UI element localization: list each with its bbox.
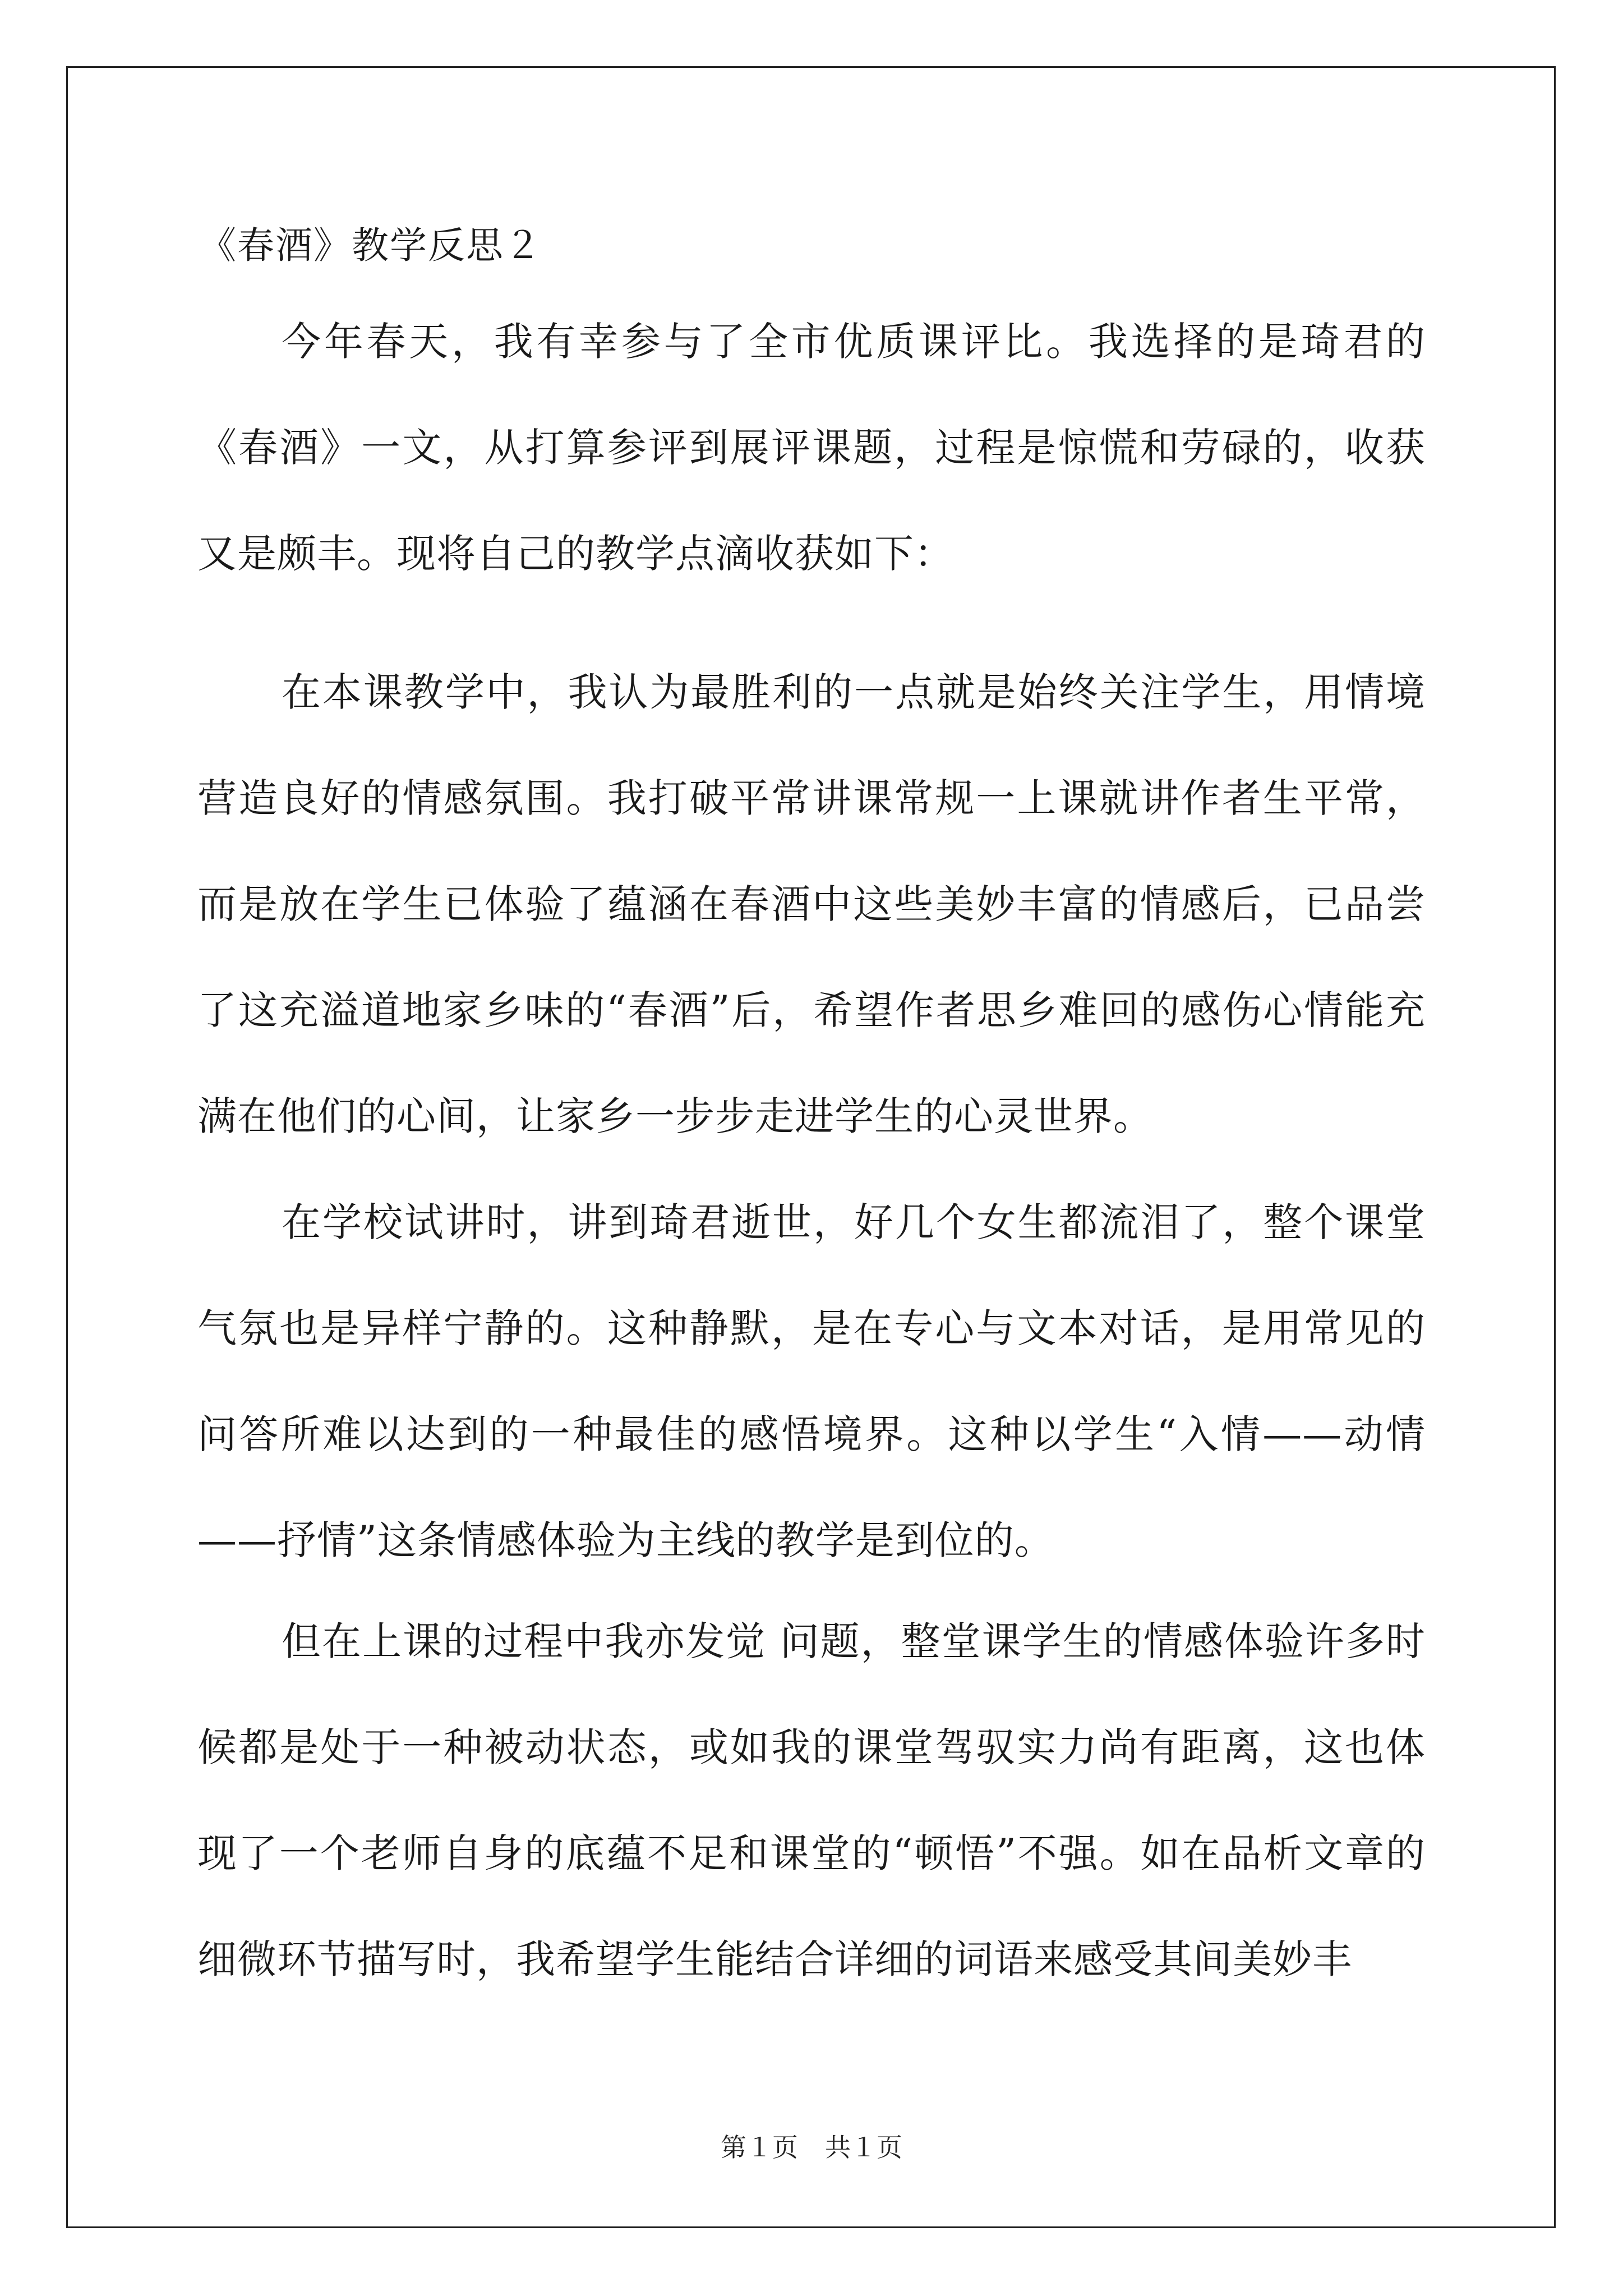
- paragraph-4: 但在上课的过程中我亦发觉 问题，整堂课学生的情感体验许多时候都是处于一种被动状态，或如我的课堂驾驭实力尚有距离，这也体现了一个老师自身的底蕴不足和课堂的“顿悟”不强。如在品析文章的细微环节描写时，我希望学生能结合详细的词语来感受其间美妙丰: [197, 1618, 1426, 1982]
- paragraph-2: 在本课教学中，我认为最胜利的一点就是始终关注学生，用情境营造良好的情感氛围。我打破平常讲课常规一上课就讲作者生平常，而是放在学生已体验了蕴涵在春酒中这些美妙丰富的情感后，已品尝了这充溢道地家乡味的“春酒”后，希望作者思乡难回的感伤心情能充满在他们的心间，让家乡一步步走进学生的心灵世界。: [197, 669, 1426, 1139]
- page-number: 第１页: [721, 2132, 798, 2162]
- paragraph-3: 在学校试讲时，讲到琦君逝世，好几个女生都流泪了，整个课堂气氛也是异样宁静的。这种静默，是在专心与文本对话，是用常见的问答所难以达到的一种最佳的感悟境界。这种以学生“入情——动情——抒情”这条情感体验为主线的教学是到位的。: [197, 1199, 1426, 1563]
- page-total: 共１页: [825, 2132, 902, 2162]
- document-title: 《春酒》教学反思２: [199, 224, 542, 267]
- paragraph-1: 今年春天，我有幸参与了全市优质课评比。我选择的是琦君的《春酒》一文，从打算参评到展评课题，过程是惊慌和劳碌的，收获又是颇丰。现将自己的教学点滴收获如下：: [197, 319, 1426, 577]
- page-footer: [0, 2132, 1623, 2163]
